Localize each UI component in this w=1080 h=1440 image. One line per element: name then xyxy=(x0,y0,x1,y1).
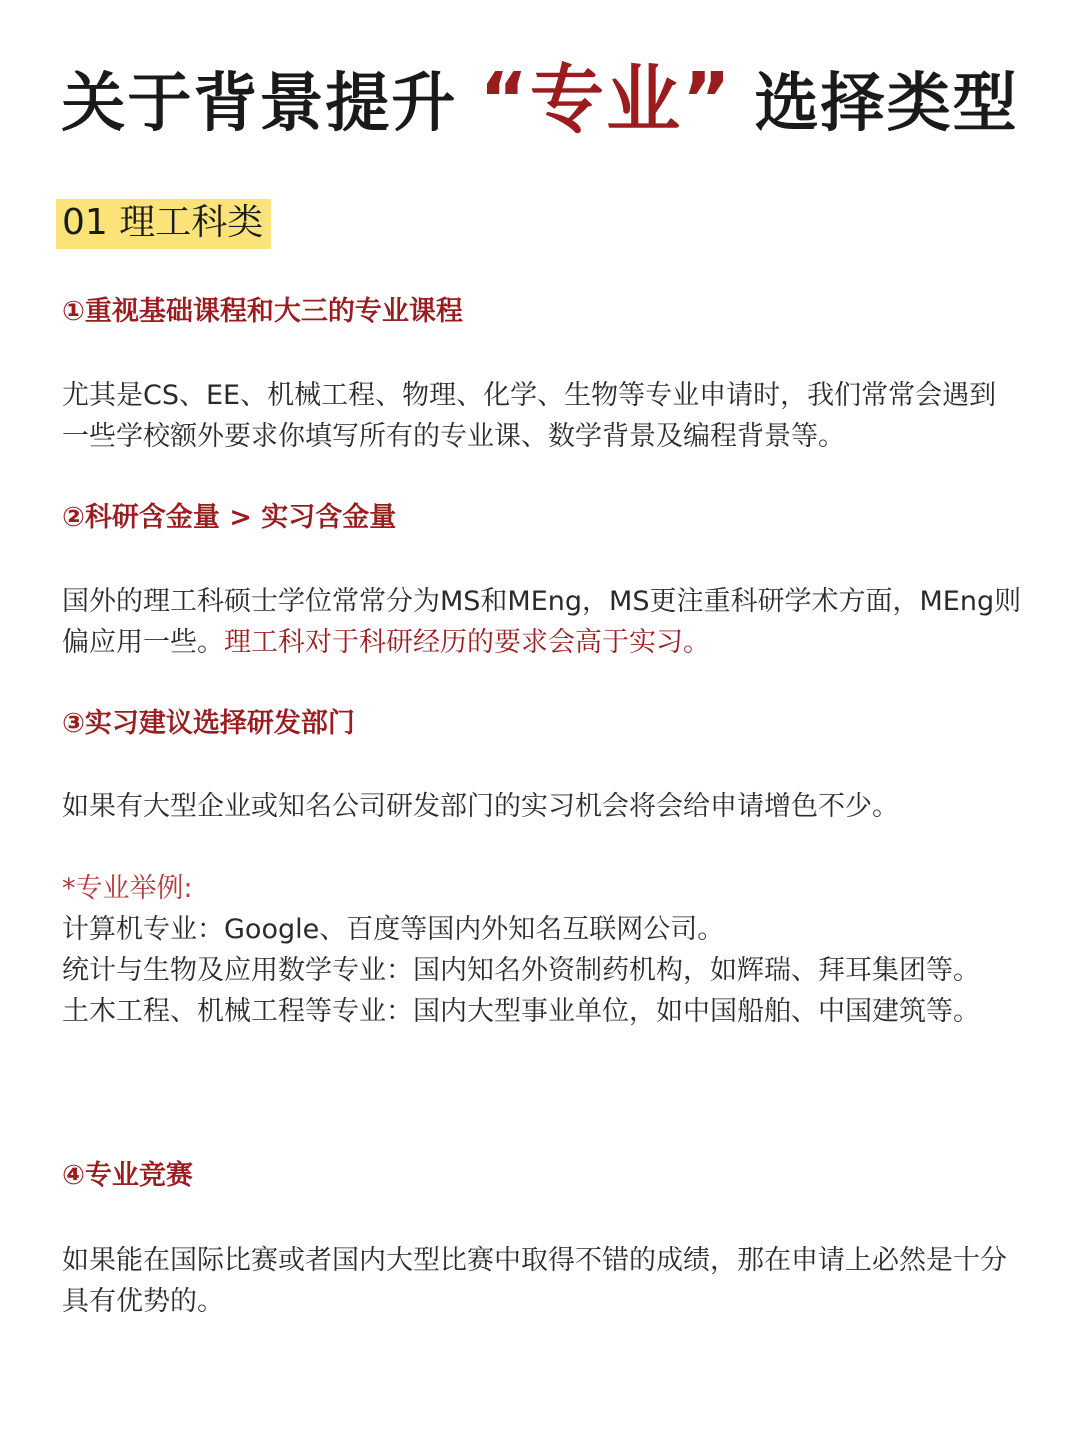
title-suffix: 选择类型 xyxy=(754,67,1019,141)
examples-label: *专业举例: xyxy=(62,873,193,904)
item-4-body: 如果能在国际比赛或者国内大型比赛中取得不错的成绩，那在申请上必然是十分具有优势的。 xyxy=(62,1245,1007,1317)
item-3 xyxy=(62,706,1022,742)
item-3-heading: ③实习建议选择研发部门 xyxy=(62,708,355,739)
item-2-body-block xyxy=(62,581,1022,663)
example-line-3: 土木工程、机械工程等专业：国内大型事业单位，如中国船舶、中国建筑等。 xyxy=(62,996,980,1027)
item-4-body-block xyxy=(62,1240,1022,1322)
item-3-body: 如果有大型企业或知名公司研发部门的实习机会将会给申请增色不少。 xyxy=(62,791,899,822)
item-2-body xyxy=(62,581,1022,663)
examples xyxy=(62,868,1022,1032)
item-1-body: 尤其是CS、EE、机械工程、物理、化学、生物等专业申请时，我们常常会遇到一些学校额外要求你填写所有的专业课、数学背景及编程背景等。 xyxy=(62,380,997,452)
title-prefix: 关于背景提升 xyxy=(61,67,458,141)
item-4-heading: ④专业竞赛 xyxy=(62,1160,193,1191)
item-1 xyxy=(62,294,1022,330)
item-2-body-highlight: 理工科对于科研经历的要求会高于实习。 xyxy=(224,627,710,658)
item-3-body-block xyxy=(62,786,1022,827)
item-4 xyxy=(62,1158,1022,1194)
page-title xyxy=(0,52,1080,152)
item-1-heading: ①重视基础课程和大三的专业课程 xyxy=(62,296,463,327)
title-highlight: “专业” xyxy=(479,57,733,143)
item-2 xyxy=(62,500,1022,536)
item-1-body-block xyxy=(62,375,1022,457)
section-tag: 01 理工科类 xyxy=(56,199,271,249)
example-line-2: 统计与生物及应用数学专业：国内知名外资制药机构，如辉瑞、拜耳集团等。 xyxy=(62,955,980,986)
item-2-heading: ②科研含金量 > 实习含金量 xyxy=(62,502,397,533)
example-line-1: 计算机专业：Google、百度等国内外知名互联网公司。 xyxy=(62,914,725,945)
item-2-body-text: 国外的理工科硕士学位常常分为MS和MEng，MS更注重科研学术方面，MEng则偏应用一些。 xyxy=(62,586,1022,658)
